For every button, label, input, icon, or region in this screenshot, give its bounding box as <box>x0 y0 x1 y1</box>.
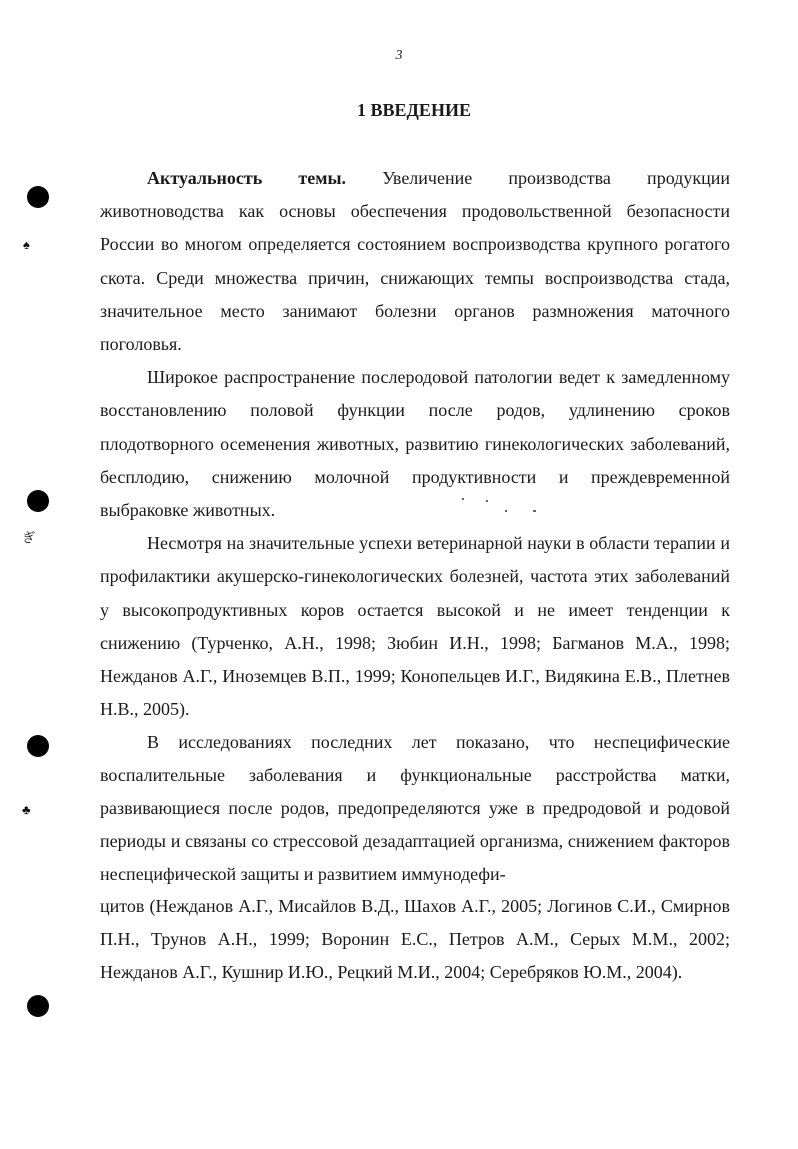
page-number: 3 <box>395 48 403 63</box>
paragraph-lead: Актуальность темы. <box>147 168 347 188</box>
paragraph-text: Увеличение производства продукции животноводства как основы обеспечения продовольственной безопасности России во многом определяется состоянием воспроизводства крупного рогатого скота. Среди множества причин, снижающих темпы воспроизводства стада, значительное место занимают болезни органов размножения маточного поголовья. <box>100 168 730 355</box>
stain-mark-icon: ぎ <box>22 530 36 545</box>
paragraph-continuation: цитов (Нежданов А.Г., Мисайлов В.Д., Шахов А.Г., 2005; Логинов С.И., Смирнов П.Н., Трунов А.Н., 1999; Воронин Е.С., Петров А.М., Серых М.М., 2002; Нежданов А.Г., Кушнир И.Ю., Рецкий М.И., 2004; Серебряков Ю.М., 2004). <box>100 896 730 983</box>
stain-mark-icon: ♠ <box>23 237 30 252</box>
paragraph-text: В исследованиях последних лет показано, что неспецифические воспалительные заболевания и функциональные расстройства матки, развивающиеся после родов, предопределяются уже в предродовой и родовой периоды и связаны со стрессовой дезадаптацией организма, снижением факторов неспецифической защиты и развитием иммунодефи- <box>100 732 730 884</box>
paragraph-research <box>100 527 730 726</box>
binding-hole-1 <box>27 186 49 208</box>
paragraph-relevance <box>100 162 730 361</box>
binding-hole-3 <box>27 735 49 757</box>
paragraph-studies <box>100 726 730 988</box>
binding-hole-4 <box>27 995 49 1017</box>
stain-mark-icon: ♣ <box>22 802 31 817</box>
binding-hole-2 <box>27 490 49 512</box>
paragraph-text: Широкое распространение послеродовой патологии ведет к замедленному восстановлению половой функции после родов, удлинению сроков плодотворного осеменения животных, развитию гинекологических заболеваний, бесплодию, снижению молочной продуктивности и преждевременной выбраковке животных. <box>100 367 730 521</box>
document-body <box>100 162 730 989</box>
paragraph-pathology <box>100 361 730 527</box>
section-title: 1 ВВЕДЕНИЕ <box>357 100 471 120</box>
paragraph-text: Несмотря на значительные успехи ветеринарной науки в области терапии и профилактики акушерско-гинекологических болезней, частота этих заболеваний у высокопродуктивных коров остается высокой и не имеет тенденции к снижению (Турченко, А.Н., 1998; Зюбин И.Н., 1998; Багманов М.А., 1998; Нежданов А.Г., Иноземцев В.П., 1999; Конопельцев И.Г., Видякина Е.В., Плетнев Н.В., 2005). <box>100 533 730 720</box>
